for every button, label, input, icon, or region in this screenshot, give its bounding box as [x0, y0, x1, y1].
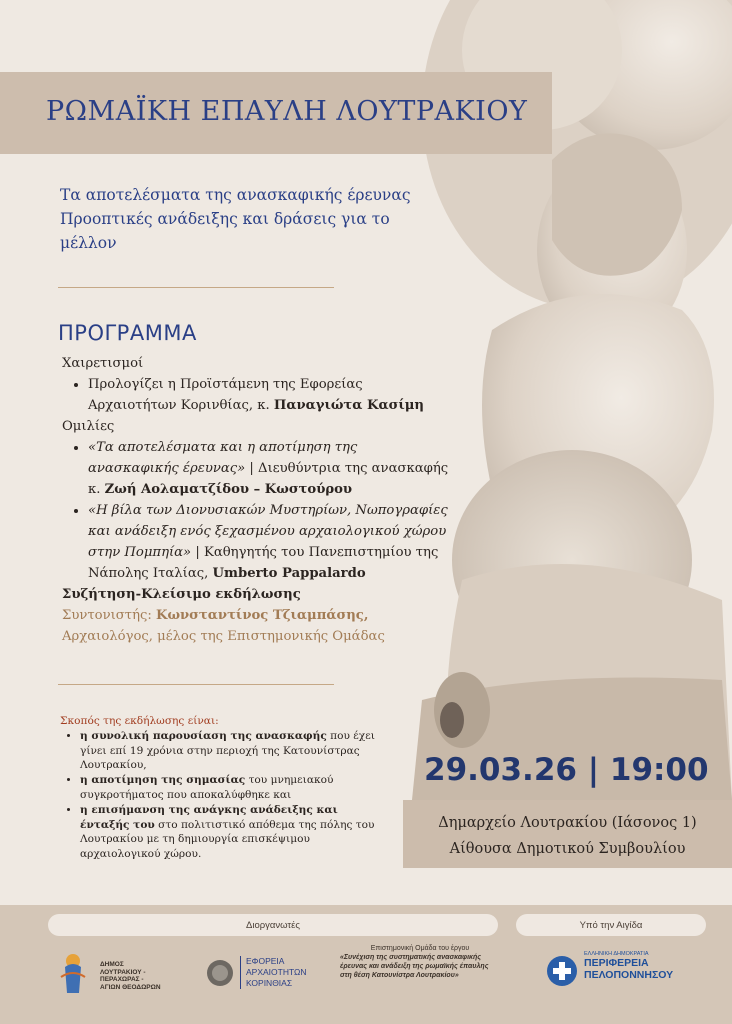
page-title: ΡΩΜΑΪΚΗ ΕΠΑΥΛΗ ΛΟΥΤΡΑΚΙΟΥ [46, 96, 528, 127]
event-datetime: 29.03.26 | 19:00 [424, 752, 709, 788]
ephorate-logo-icon [205, 958, 235, 992]
program-heading: ΠΡΟΓΡΑΜΜΑ [58, 321, 197, 345]
aegis-pill: Υπό την Αιγίδα [516, 914, 706, 936]
subtitle [60, 183, 440, 255]
ephorate-name: ΕΦΟΡΕΙΑ ΑΡΧΑΙΟΤΗΤΩΝ ΚΟΡΙΝΘΙΑΣ [240, 956, 307, 989]
aim-section [60, 714, 390, 862]
talk-item: • «Τα αποτελέσματα και η αποτίμηση της ανασκαφικής έρευνας» | Διευθύντρια της ανασκαφής κ. Ζωή Αολαματζίδου – Κωστούρου [88, 437, 452, 500]
moderator: Συντονιστής: Κωνσταντίνος Τζιαμπάσης, [62, 608, 369, 623]
venue-room: Αίθουσα Δημοτικού Συμβουλίου [449, 841, 686, 857]
greetings-item: • Προλογίζει η Προϊστάμενη της Εφορείας Αρχαιοτήτων Κορινθίας, κ. Παναγιώτα Κασίμη [88, 374, 452, 416]
organizers-pill: Διοργανωτές [48, 914, 498, 936]
region-logo-icon [546, 955, 578, 991]
aim-item: • η επισήμανση της ανάγκης ανάδειξης και ένταξής του στο πολιτιστικό απόθεμα της πόλης του Λουτρακίου με τη δημιουργία επισκέψιμου αρχαιολογικού χώρου. [80, 803, 390, 862]
municipality-logo-icon [55, 947, 91, 1001]
divider [58, 287, 334, 288]
aim-item: • η αποτίμηση της σημασίας του μνημειακού συγκροτήματος που αποκαλύφθηκε και [80, 773, 390, 803]
divider [58, 684, 334, 685]
closing-label: Συζήτηση-Κλείσιμο εκδήλωσης [62, 587, 301, 602]
aim-heading: Σκοπός της εκδήλωσης είναι: [60, 715, 219, 727]
subtitle-line: Τα αποτελέσματα της ανασκαφικής έρευνας [60, 186, 411, 204]
aim-item: • η συνολική παρουσίαση της ανασκαφής που έχει γίνει επί 19 χρόνια στην περιοχή της Κατουνίστρας Λουτρακίου, [80, 729, 390, 773]
talk-item: • «Η βίλα των Διονυσιακών Μυστηρίων, Νωπογραφίες και ανάδειξη ενός ξεχασμένου αρχαιολογικού χώρου στην Πομπηία» | Καθηγητής του Πανεπιστημίου της Νάπολης Ιταλίας, Umberto Pappalardo [88, 500, 452, 584]
subtitle-line: Προοπτικές ανάδειξης και δράσεις για το μέλλον [60, 210, 390, 252]
greetings-label: Χαιρετισμοί [62, 356, 144, 371]
venue-box [403, 800, 732, 868]
venue-address: Δημαρχείο Λουτρακίου (Ιάσονος 1) [438, 815, 697, 831]
talks-label: Ομιλίες [62, 419, 115, 434]
municipality-name: ΔΗΜΟΣ ΛΟΥΤΡΑΚΙΟΥ - ΠΕΡΑΧΩΡΑΣ - ΑΓΙΩΝ ΘΕΟΔΩΡΩΝ [100, 961, 161, 991]
team-block: Επιστημονική Ομάδα του έργου «Συνέχιση της συστηματικής ανασκαφικής έρευνας και ανάδειξη της ρωμαϊκής έπαυλης στη θέση Κατουνίστρα Λουτρακίου» [340, 945, 489, 979]
region-name: ΕΛΛΗΝΙΚΗ ΔΗΜΟΚΡΑΤΙΑ ΠΕΡΙΦΕΡΕΙΑ ΠΕΛΟΠΟΝΝΗΣΟΥ [584, 951, 674, 981]
program-list [62, 353, 452, 647]
moderator-role: Αρχαιολόγος, μέλος της Επιστημονικής Ομάδας [62, 629, 385, 644]
